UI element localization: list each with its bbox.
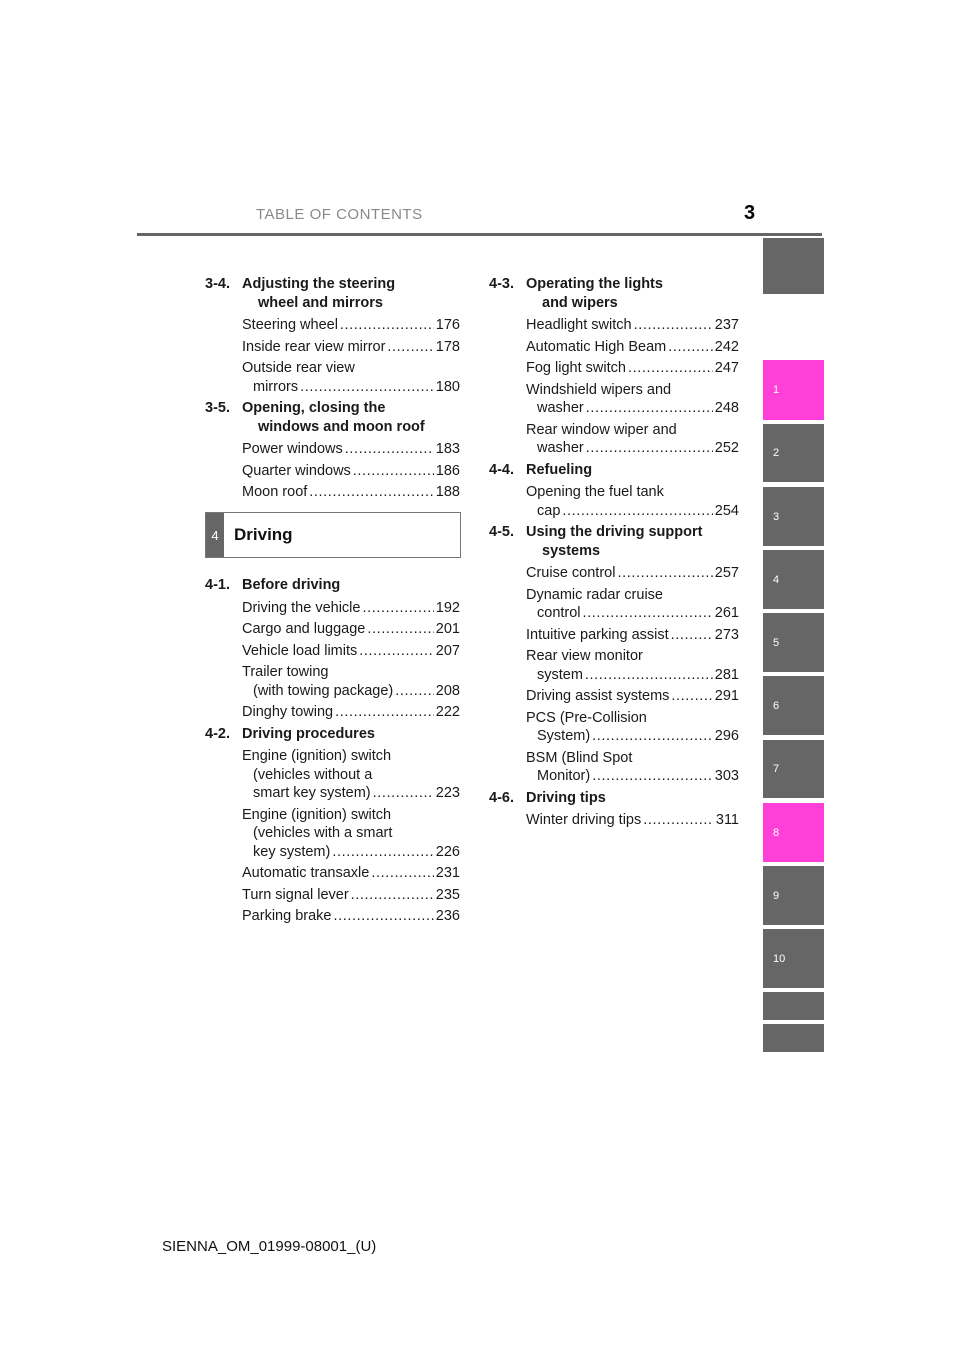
chapter-tab-1[interactable] xyxy=(763,360,824,420)
section-number: 4-2. xyxy=(205,725,230,742)
toc-entry[interactable] xyxy=(489,421,739,458)
entry-page-number: 192 xyxy=(435,599,460,616)
entry-text: Turn signal lever xyxy=(242,886,349,903)
dot-leader xyxy=(340,316,434,335)
section-title-line: systems xyxy=(542,542,601,559)
entry-page-number: 180 xyxy=(435,378,460,395)
entry-text: Power windows xyxy=(242,441,343,457)
section-title xyxy=(526,461,739,480)
dot-leader xyxy=(333,907,433,926)
dot-leader xyxy=(671,626,713,645)
entry-page-number: 247 xyxy=(714,360,739,376)
section-title-line: Refueling xyxy=(526,461,593,478)
dot-leader xyxy=(668,338,713,357)
toc-entry[interactable] xyxy=(205,864,460,883)
section-title-line: Using the driving support xyxy=(526,524,703,540)
dot-leader xyxy=(351,886,434,905)
dot-leader xyxy=(371,864,433,883)
dot-leader xyxy=(583,604,713,623)
toc-entry[interactable] xyxy=(489,647,739,684)
chapter-tab-label: 1 xyxy=(773,384,780,396)
entry-page-number: 183 xyxy=(435,441,460,457)
entry-page-number: 311 xyxy=(715,812,739,828)
entry-text: Inside rear view mirror xyxy=(242,338,386,355)
dot-leader xyxy=(387,338,433,357)
toc-section-heading[interactable] xyxy=(205,576,460,595)
header-rule xyxy=(137,233,822,236)
section-number: 4-5. xyxy=(489,524,514,540)
chapter-tab-8[interactable] xyxy=(763,803,824,862)
section-title xyxy=(242,399,460,436)
chapter-tab-label: 3 xyxy=(773,510,780,523)
dot-leader xyxy=(353,462,434,481)
entry-text-line: (vehicles with a smart xyxy=(253,825,393,841)
toc-section-heading[interactable] xyxy=(205,399,460,436)
section-number: 4-4. xyxy=(489,461,514,478)
toc-entry[interactable] xyxy=(205,642,460,661)
dot-leader xyxy=(586,439,713,458)
dot-leader xyxy=(359,642,434,661)
dot-leader xyxy=(345,440,434,459)
entry-text: Intuitive parking assist xyxy=(526,626,669,643)
entry-text-line: Windshield wipers and xyxy=(526,381,672,398)
dot-leader xyxy=(395,682,434,701)
section-title xyxy=(242,725,460,744)
footer-document-code: SIENNA_OM_01999-08001_(U) xyxy=(162,1238,377,1255)
dot-leader xyxy=(628,359,713,378)
toc-entry[interactable] xyxy=(205,483,460,502)
toc-section-heading[interactable] xyxy=(489,275,739,312)
chapter-tab-label: 5 xyxy=(773,636,780,649)
toc-entry[interactable] xyxy=(489,338,739,357)
entry-page-number: 248 xyxy=(714,400,739,416)
section-title xyxy=(242,576,460,595)
toc-entry[interactable] xyxy=(205,747,460,803)
chapter-tab-7[interactable] xyxy=(763,740,824,798)
entry-page-number: 281 xyxy=(714,666,739,683)
entry-text-line: Opening the fuel tank xyxy=(526,484,664,500)
toc-entry[interactable] xyxy=(489,564,739,583)
entry-text: Monitor) xyxy=(537,768,591,784)
entry-page-number: 226 xyxy=(435,843,460,860)
entry-text: Steering wheel xyxy=(242,317,338,333)
toc-section-heading[interactable] xyxy=(205,725,460,744)
section-title-line: Before driving xyxy=(242,577,341,593)
section-number: 4-3. xyxy=(489,276,514,292)
chapter-tab-label: 6 xyxy=(773,699,780,712)
toc-entry[interactable] xyxy=(205,338,460,357)
entry-page-number: 186 xyxy=(435,462,460,479)
entry-text-line: Dynamic radar cruise xyxy=(526,586,663,603)
toc-entry[interactable] xyxy=(205,703,460,722)
toc-entry[interactable] xyxy=(205,462,460,481)
entry-text: Driving assist systems xyxy=(526,688,670,704)
entry-text: Dinghy towing xyxy=(242,704,334,720)
dot-leader xyxy=(592,727,713,746)
toc-entry[interactable] xyxy=(489,626,739,645)
toc-entry[interactable] xyxy=(489,483,739,520)
entry-page-number: 273 xyxy=(714,626,739,643)
entry-text: Automatic High Beam xyxy=(526,338,667,355)
chapter-title: Driving xyxy=(234,525,293,544)
section-number: 3-4. xyxy=(205,276,230,292)
toc-entry[interactable] xyxy=(489,359,739,378)
section-number: 4-1. xyxy=(205,577,230,593)
entry-page-number: 237 xyxy=(714,317,739,333)
chapter-tab-blank[interactable] xyxy=(763,1024,824,1052)
section-title-line: Opening, closing the xyxy=(242,400,386,416)
entry-text-line: Engine (ignition) switch xyxy=(242,748,392,764)
toc-entry[interactable] xyxy=(205,806,460,862)
entry-page-number: 222 xyxy=(435,704,460,720)
toc-entry[interactable] xyxy=(205,316,460,335)
entry-page-number: 176 xyxy=(435,317,460,333)
entry-page-number: 296 xyxy=(714,728,739,744)
toc-entry[interactable] xyxy=(205,599,460,618)
section-title-line: and wipers xyxy=(542,294,618,311)
entry-text: key system) xyxy=(253,843,331,860)
toc-entry[interactable] xyxy=(489,381,739,418)
dot-leader xyxy=(562,502,712,521)
section-title-line: wheel and mirrors xyxy=(258,294,383,311)
section-title-line: Driving procedures xyxy=(242,725,375,742)
entry-text: system xyxy=(537,666,583,683)
entry-page-number: 236 xyxy=(435,908,460,924)
chapter-heading[interactable] xyxy=(205,512,461,558)
chapter-tab-4[interactable] xyxy=(763,550,824,609)
dot-leader xyxy=(592,767,713,786)
toc-entry[interactable] xyxy=(205,440,460,459)
entry-text: Vehicle load limits xyxy=(242,642,358,659)
dot-leader xyxy=(643,811,714,830)
toc-entry[interactable] xyxy=(205,907,460,926)
chapter-tab-5[interactable] xyxy=(763,613,824,672)
entry-page-number: 291 xyxy=(714,688,739,704)
entry-page-number: 223 xyxy=(435,785,460,801)
entry-text: Headlight switch xyxy=(526,317,632,333)
entry-text: washer xyxy=(537,400,584,416)
chapter-tab-6[interactable] xyxy=(763,676,824,735)
entry-page-number: 188 xyxy=(435,484,460,500)
entry-text: mirrors xyxy=(253,378,299,395)
entry-text: smart key system) xyxy=(253,785,371,801)
entry-text: Moon roof xyxy=(242,484,308,500)
section-title xyxy=(526,523,739,560)
entry-text: System) xyxy=(537,728,591,744)
page-header-title: TABLE OF CONTENTS xyxy=(256,206,423,223)
entry-page-number: 235 xyxy=(435,886,460,903)
toc-section-heading[interactable] xyxy=(489,523,739,560)
toc-left-column-lower xyxy=(205,576,460,929)
chapter-tab-3[interactable] xyxy=(763,487,824,546)
chapter-tab-blank[interactable] xyxy=(763,992,824,1020)
toc-entry[interactable] xyxy=(489,586,739,623)
section-title-line: windows and moon roof xyxy=(258,418,425,435)
dot-leader xyxy=(332,843,433,862)
toc-entry[interactable] xyxy=(205,620,460,639)
entry-text-line: Rear view monitor xyxy=(526,648,643,664)
entry-page-number: 254 xyxy=(714,502,739,519)
dot-leader xyxy=(335,703,434,722)
page-number: 3 xyxy=(744,202,756,224)
entry-page-number: 201 xyxy=(435,621,460,637)
section-title xyxy=(526,789,739,808)
toc-entry[interactable] xyxy=(489,687,739,706)
entry-page-number: 208 xyxy=(435,682,460,699)
chapter-tab-label: 10 xyxy=(773,952,786,965)
toc-entry[interactable] xyxy=(489,749,739,786)
entry-page-number: 207 xyxy=(435,642,460,659)
entry-page-number: 178 xyxy=(435,338,460,355)
entry-text: Winter driving tips xyxy=(526,812,642,828)
chapter-tab-2[interactable] xyxy=(763,424,824,482)
dot-leader xyxy=(367,620,433,639)
entry-text: (with towing package) xyxy=(253,682,394,699)
toc-section-heading[interactable] xyxy=(489,789,739,808)
chapter-tab-blank[interactable] xyxy=(763,238,824,294)
entry-page-number: 261 xyxy=(714,605,739,621)
entry-text: control xyxy=(537,605,581,621)
chapter-tab-label: 9 xyxy=(773,889,780,902)
chapter-tab-label: 4 xyxy=(773,573,780,586)
section-title-line: Operating the lights xyxy=(526,276,663,292)
entry-page-number: 257 xyxy=(714,565,739,581)
entry-text-line: BSM (Blind Spot xyxy=(526,749,633,766)
entry-text-line: Trailer towing xyxy=(242,664,329,680)
toc-section-heading[interactable] xyxy=(205,275,460,312)
toc-left-column xyxy=(205,275,460,505)
dot-leader xyxy=(362,599,433,618)
toc-entry[interactable] xyxy=(489,811,739,830)
chapter-tab-label: 2 xyxy=(773,447,780,459)
section-title-line: Driving tips xyxy=(526,789,606,806)
section-number: 3-5. xyxy=(205,400,230,416)
dot-leader xyxy=(586,399,713,418)
toc-entry[interactable] xyxy=(205,886,460,905)
section-title-line: Adjusting the steering xyxy=(242,276,396,292)
entry-page-number: 242 xyxy=(714,338,739,355)
chapter-tab-label: 7 xyxy=(773,763,780,775)
dot-leader xyxy=(617,564,712,583)
entry-text: Cruise control xyxy=(526,565,616,581)
entry-page-number: 303 xyxy=(714,768,739,784)
dot-leader xyxy=(309,483,434,502)
dot-leader xyxy=(671,687,712,706)
section-title xyxy=(526,275,739,312)
entry-text: cap xyxy=(537,502,561,519)
entry-page-number: 231 xyxy=(435,865,460,881)
dot-leader xyxy=(300,378,434,397)
toc-entry[interactable] xyxy=(205,359,460,396)
entry-text: Parking brake xyxy=(242,908,332,924)
dot-leader xyxy=(373,784,434,803)
entry-text: Driving the vehicle xyxy=(242,599,361,616)
toc-entry[interactable] xyxy=(205,663,460,700)
toc-right-column xyxy=(489,275,739,833)
dot-leader xyxy=(634,316,713,335)
entry-text: Cargo and luggage xyxy=(242,621,366,637)
entry-text-line: PCS (Pre-Collision xyxy=(526,709,647,726)
section-number: 4-6. xyxy=(489,789,514,806)
section-title xyxy=(242,275,460,312)
dot-leader xyxy=(585,666,713,685)
chapter-tab-9[interactable] xyxy=(763,866,824,925)
entry-text: Quarter windows xyxy=(242,462,351,479)
toc-section-heading[interactable] xyxy=(489,461,739,480)
entry-text: Automatic transaxle xyxy=(242,865,370,881)
toc-entry[interactable] xyxy=(489,709,739,746)
entry-text-line: Engine (ignition) switch xyxy=(242,806,392,823)
entry-page-number: 252 xyxy=(714,440,739,456)
entry-text: Fog light switch xyxy=(526,360,626,376)
entry-text-line: Rear window wiper and xyxy=(526,421,677,438)
entry-text-line: Outside rear view xyxy=(242,360,355,376)
chapter-number: 4 xyxy=(206,513,224,557)
chapter-tab-label: 8 xyxy=(773,826,780,839)
entry-text-line: (vehicles without a xyxy=(253,766,373,783)
toc-entry[interactable] xyxy=(489,316,739,335)
entry-text: washer xyxy=(537,440,584,456)
chapter-tab-10[interactable] xyxy=(763,929,824,988)
